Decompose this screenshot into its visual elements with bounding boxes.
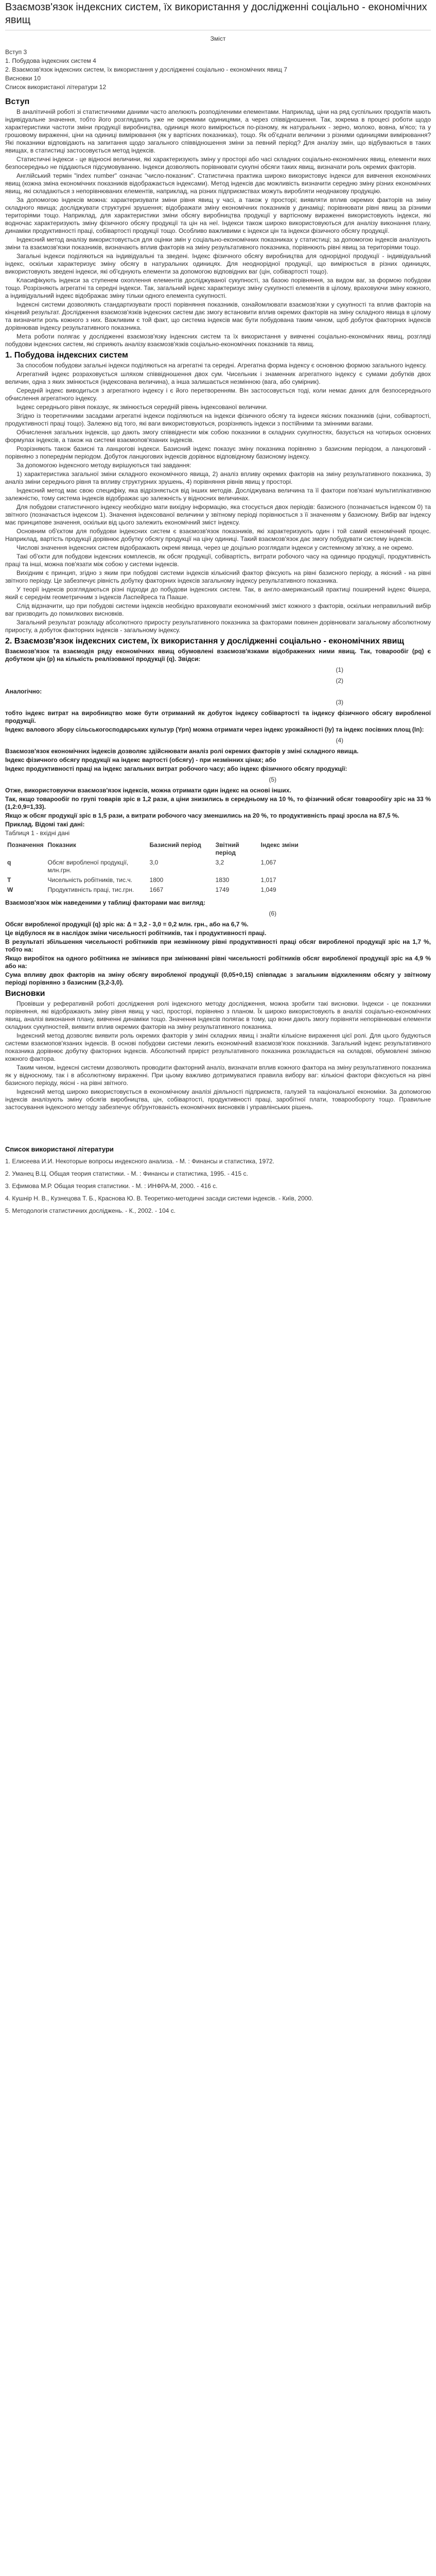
document-page: [0, 0, 436, 1215]
table-cell: 3,2: [215, 859, 224, 866]
paragraph: Взаємозв'язок між наведеними у таблиці факторами має вигляд:: [5, 899, 206, 906]
table-caption: Таблиця 1 - вхідні дані: [5, 829, 70, 837]
references-heading: Список використаної літератури: [5, 1145, 114, 1153]
table-of-contents: [5, 48, 431, 92]
paragraph: Індексний метод дозволяє виявити роль окремих факторів у зміні складних явищ і знайти кількісне вираження цієї ролі. Для цього будуються системи взаємопов'язаних індексів. В основі побудови системи лежить економічний взаємозв'язок показників. Загальний індекс результативного показника дорівнює добутку факторних індексів. Абсолютний приріст результативного показника розкладається на складові, обумовлені зміною кожного фактора.: [5, 1032, 431, 1062]
paragraph: Середній індекс виводиться з агрегатного індексу і є його перетворенням. Він застосовується тоді, коли немає даних для безпосереднього обчислення агрегатного індексу.: [5, 387, 431, 402]
paragraph: Індекс середнього рівня показує, як змінюється середній рівень індексованої величини.: [16, 403, 268, 411]
section2-heading: 2. Взаємозв'язок індексних систем, їх використання у дослідженні соціально - економічних явищ: [5, 637, 404, 646]
intro-body: [5, 108, 431, 348]
formula-number: (2): [336, 677, 343, 684]
paragraph: За допомогою індексів можна: характеризувати зміни рівня явищ у часі, а також у просторі; виявляти вплив окремих факторів на зміну складного явища; досліджувати структурні зрушення; відображати зміну економічних показників у динаміці; порівнювати рівні явищ за різними територіями тощо. Наприклад, для характеристики зміни обсягу виробництва продукції у вартісному вираженні використовують індекси, які водночас характеризують зміну фізичного обсягу продукції та цін на неї. Індекси також широко використовуються для аналізу виконання плану, динаміки продуктивності праці, собівартості продукції тощо. Особливо важливими є індекси цін та індекси фізичного обсягу продукції.: [5, 196, 431, 234]
paragraph: Обсяг виробленої продукції (q) зріс на: Δ = 3,2 - 3,0 = 0,2 млн. грн., або на 6,7 %.: [5, 921, 249, 928]
table-row: [5, 875, 309, 885]
table-header-cell: Показник: [47, 841, 76, 849]
paragraph: Агрегатний індекс розраховується шляхом співвідношення двох сум. Чисельник і знаменник агрегатного індексу є сумами добутків двох величин, одна з яких змінюється (індексована величина), а інша залишається незмінною (вага, або сумірник).: [5, 370, 431, 385]
table-cell: q: [7, 859, 11, 866]
reference-item: 1. Елисеева И.И. Некоторые вопросы индексного анализа. - М. : Финансы и статистика, 1972.: [5, 1158, 274, 1165]
paragraph: Індексний метод аналізу використовується для оцінки змін у соціально-економічних показниках у статистиці; за допомогою індексів аналізують зміни та взаємозв'язки показників, визначають вплив факторів на зміну результативного показника, порівнюють рівні явищ за територіями тощо.: [5, 236, 431, 251]
paragraph: Отже, використовуючи взаємозв'язок індексів, можна отримати один індекс на основі інших.: [5, 787, 291, 794]
table-header-cell: Позначення: [7, 841, 44, 849]
document-title: Взаємозв'язок індексних систем, їх використання у дослідженні соціально - економічних явищ: [5, 2, 427, 26]
toc-item: 1. Побудова індексних систем 4: [5, 57, 96, 64]
paragraph: За способом побудови загальні індекси поділяються на агрегатні та середні. Агрегатна форма індексу є основною формою загального індексу.: [16, 362, 427, 369]
paragraph: Провівши у реферативній роботі дослідження ролі індексного методу дослідження, можна зробити такі висновки. Індекси - це показники порівняння, які відображають зміну рівня явищ у часі, просторі, порівняно з планом. Їх широко використовують в аналізі соціально-економічних явищ, аналізі виконання плану, вивченні динаміки тощо. Значення індексів полягає в тому, що вони дають змогу порівняти непорівнювані елементи складних сукупностей, виявити вплив окремих факторів на зміну результативного показника.: [5, 1000, 431, 1030]
paragraph: 1) характеристика загальної зміни складного економічного явища, 2) аналіз впливу окремих факторів на зміну результативного показника, 3) аналіз зміни середнього рівня та впливу структурних зрушень, 4) порівняння рівнів явищ у просторі.: [5, 470, 431, 485]
section2-body: [5, 648, 431, 987]
paragraph: Так, якщо товарообіг по групі товарів зріс в 1,2 рази, а ціни знизились в середньому на 10 %, то фізичний обсяг товарообігу зріс на 33 % (1,2:0,9=1,33).: [5, 795, 431, 810]
paragraph: Згідно із теоретичними засадами агрегатні індекси поділяються на індекси фізичного обсягу та індекси якісних показників (ціни, собівартості, продуктивності праці тощо). Залежно від того, які ваги використовуються, розрізняють індекси з постійними та змінними вагами.: [5, 412, 431, 427]
paragraph: тобто індекс витрат на виробництво може бути отриманий як добуток індексу собівартості та індексу фізичного обсягу виробленої продукції.: [5, 709, 431, 724]
paragraph: Слід відзначити, що при побудові системи індексів необхідно враховувати економічний зміст кожного з факторів, оскільки неправильний вибір ваг призводить до помилкових висновків.: [5, 602, 431, 617]
table-cell: 1,067: [260, 859, 276, 866]
toc-item: Висновки 10: [5, 75, 41, 82]
paragraph: Сума впливу двох факторів на зміну обсягу виробленої продукції (0,05+0,15) співпадає з загальним відхиленням обсягу у звітному періоді порівняно з базисним (3,2-3,0).: [5, 971, 431, 986]
paragraph: Вихідним є принцип, згідно з яким при побудові системи індексів кількісний фактор фіксують на рівні базисного періоду, а якісний - на рівні звітного періоду. Це забезпечує рівність добутку факторних індексів загальному індексу результативного показника.: [5, 569, 431, 584]
paragraph: Мета роботи полягає у дослідженні взаємозв'язку індексних систем та їх використання у вивченні соціально-економічних явищ, розгляді побудови індексних систем, які сприяють аналізу взаємозв'язків соціально-економічних показників та явищ.: [5, 333, 431, 348]
table-header-row: [5, 840, 309, 858]
example-label: Приклад. Відомі такі дані:: [5, 821, 85, 828]
reference-item: 3. Ефимова М.Р. Общая теория статистики. - М. : ИНФРА-М, 2000. - 416 с.: [5, 1182, 218, 1190]
section1-heading: 1. Побудова індексних систем: [5, 351, 128, 360]
toc-item: 2. Взаємозв'язок індексних систем, їх використання у дослідженні соціально - економічних явищ 7: [5, 66, 287, 73]
paragraph: В аналітичній роботі зі статистичними даними часто апелюють розподіленими елементами. Наприклад, ціни на ряд суспільних продуктів мають індивідуальне значення, тобто його розглядають уже не окремими одиницями, а через співвідношення. Так, зокрема в процесі роботи щодо характеристики частоти зміни продукції виробництва, одиниця якого вимірюється по-різному, як натуральних - зерно, молоко, вовна, м'ясо; та у грошовому вираженні, ціни на одиниці вимірювання (як у вартісних показниках), тощо. Як об'єднати величини з різними одиницями вимірювання? Які показники відповідають на запитання щодо загального співвідношення зміни за певний період? Для аналізу змін, що відбуваються в таких явищах, в статистиці застосовується метод індексів.: [5, 108, 431, 154]
paragraph: Англійський термін "index number" означає "число-показник". Статистична практика широко використовує індекси для вивчення економічних явищ (кожна зміна економічних показників відображається індексами). Метод індексів дає можливість визначити середню зміну різних економічних явищ, які складаються з непорівнюваних елементів, наприклад, на різних підприємствах можуть виробляти неоднакову продукцію.: [5, 172, 431, 195]
table-cell: Обсяг виробленої продукції, млн.грн.: [47, 859, 129, 874]
paragraph: Класифікують індекси за ступенем охоплення елементів досліджуваної сукупності, за базою порівняння, за видом ваг, за формою побудови тощо. Розрізняють агрегатні та середні індекси. Так, загальний індекс характеризує зміну сукупності елементів в цілому, враховуючи зміну кожного, а індивідуальний індекс відображає зміну тільки одного елемента сукупності.: [5, 277, 431, 299]
paragraph: Взаємозв'язок та взаємодія ряду економічних явищ обумовлені взаємозв'язками відображених ними явищ. Так, товарообіг (pq) є добутком цін (p) на кількість реалізованої продукції (q). Звідси:: [5, 648, 431, 663]
paragraph: Таким чином, індексні системи дозволяють проводити факторний аналіз, визначати вплив кожного фактора на зміну результативного показника як у відносному, так і в абсолютному вираженні. При цьому важливо дотримуватися правила вибору ваг: кількісні фактори фіксуються на рівні базисного періоду, якісні - на рівні звітного.: [5, 1064, 431, 1087]
analog-label: Аналогічно:: [5, 688, 42, 695]
conclusions-body: [5, 1000, 431, 1111]
table-header-cell: Звітний період: [215, 841, 239, 856]
paragraph: Індексні системи дозволяють стандартизувати прості порівняння показників, ознайомлювати взаємозв'язки у сукупності та вплив факторів на кінцевий результат. Дослідження взаємозв'язків індексних систем дає змогу встановити вплив окремих факторів на зміну складного явища в цілому та визначити роль кожного з них. Важливим є той факт, що система індексів має бути побудована таким чином, щоб добуток факторних індексів дорівнював індексу результативного показника.: [5, 301, 431, 331]
table-cell: 1830: [215, 876, 230, 884]
paragraph: Для побудови статистичного індексу необхідно мати вихідну інформацію, яка стосується двох періодів: базисного (позначається індексом 0) та звітного (позначається індексом 1). Значення індексованої величини у звітному періоді порівнюється з її значенням у базисному. Вибір ваг індексу має принципове значення, оскільки від цього залежить економічний зміст індексу.: [5, 503, 431, 526]
table-header-cell: Індекс зміни: [260, 841, 299, 849]
reference-item: 2. Уманец В.Ц. Общая теория статистики. - М. : Финансы и статистика, 1995. - 415 с.: [5, 1170, 248, 1177]
paragraph: За допомогою індексного методу вирішуються такі завдання:: [16, 462, 191, 469]
conclusions-heading: Висновки: [5, 989, 45, 998]
toc-item: Список використаної літератури 12: [5, 83, 107, 91]
paragraph: Індексний метод має свою специфіку, яка відрізняється від інших методів. Досліджувана величина та її фактори пов'язані мультиплікативною залежністю, тому система індексів відображає цю залежність у відносних величинах.: [5, 487, 431, 502]
toc-item: Вступ 3: [5, 48, 27, 56]
paragraph: Індекс фізичного обсягу продукції на індекс вартості (обсягу) - при незмінних цінах; або: [5, 756, 276, 764]
toc-label: Зміст: [210, 35, 226, 42]
table-cell: W: [7, 886, 13, 893]
table-row: [5, 858, 309, 875]
paragraph: В результаті збільшення чисельності робітників при незмінному рівні продуктивності праці обсяг виробленої продукції зріс на 1,7 %, тобто на:: [5, 938, 431, 953]
paragraph: Такі об'єкти для побудови індексних комплексів, як обсяг продукції, собівартість, витрати робочого часу на одиницю продукції, продуктивність праці та інші, можна пов'язати між собою у системи індексів.: [5, 553, 431, 568]
formula-number: (5): [269, 776, 276, 783]
table-row: [5, 885, 309, 895]
paragraph: Числові значення індексних систем відображають окремі явища, через це доцільно розглядати індекси у системному зв'язку, а не окремо.: [16, 544, 414, 551]
paragraph: У теорії індексів розглядаються різні підходи до побудови індексних систем. Так, в англо-американській практиці поширений індекс Фішера, який є середнім геометричним з індексів Ласпейреса та Пааше.: [5, 586, 431, 601]
formula-number: (6): [269, 910, 276, 917]
table-cell: 1800: [149, 876, 164, 884]
table-cell: Продуктивність праці, тис.грн.: [47, 886, 134, 893]
paragraph: Обчислення загальних індексів, що дають змогу співвіднести між собою показники в складних сукупностях, базується на чотирьох основних формулах індексів, а також на системі взаємопов'язаних індексів.: [5, 429, 431, 444]
references-list: [5, 1157, 431, 1215]
table-cell: 1667: [149, 886, 164, 893]
paragraph: Це відбулося як в наслідок зміни чисельності робітників, так і продуктивності праці.: [5, 929, 267, 937]
paragraph: Індекс валового збору сільськогосподарських культур (Ypn) можна отримати через індекс урожайності (Iy) та індекс посівних площ (In):: [5, 726, 424, 733]
data-table: [5, 840, 309, 895]
paragraph: Загальні індекси поділяються на індивідуальні та зведені. Індекс фізичного обсягу виробництва для однорідної продукції - індивідуальний індекс, оскільки характеризує зміну обсягу в натуральних одиницях. Для неоднорідної продукції, що вимірюється в різних одиницях, використовують зведені індекси, які об'єднують елементи за допомогою відповідних ваг (цін, собівартості тощо).: [5, 252, 431, 275]
formula-number: (1): [336, 666, 343, 673]
table-header-cell: Базисний період: [149, 841, 201, 849]
table-cell: 1749: [215, 886, 230, 893]
paragraph: Статистичні індекси - це відносні величини, які характеризують зміну у просторі або часі складних соціально-економічних явищ, елементи яких безпосередньо не піддаються підсумовуванню. Індекси дозволяють порівнювати сукупні обсяги таких явищ, визначати роль окремих факторів.: [5, 156, 431, 171]
section1-body: [5, 362, 431, 634]
paragraph: Якщо ж обсяг продукції зріс в 1,5 рази, а витрати робочого часу зменшились на 20 %, то продуктивність праці зросла на 87,5 %.: [5, 812, 399, 819]
paragraph: Розрізняють також базисні та ланцюгові індекси. Базисний індекс показує зміну показника порівняно з базисним періодом, а ланцюговий - порівняно з попереднім періодом. Добуток ланцюгових індексів дорівнює відповідному базисному індексу.: [5, 445, 431, 460]
table-cell: 1,049: [260, 886, 276, 893]
paragraph: Основним об'єктом для побудови індексних систем є взаємозв'язок показників, які характеризують один і той самий економічний процес. Наприклад, вартість продукції дорівнює добутку обсягу продукції на ціну одиниці. Такий взаємозв'язок дає змогу побудувати систему індексів.: [5, 528, 431, 543]
paragraph: Якщо виробіток на одного робітника не змінився при змінюванні рівні чисельності робітників обсяг виробленої продукції зріс на 4,9 % або на:: [5, 955, 431, 970]
table-cell: 1,017: [260, 876, 276, 884]
paragraph: Загальний результат розкладу абсолютного приросту результативного показника за факторами повинен дорівнювати загальному абсолютному приросту, а добуток факторних індексів - загальному індексу.: [5, 619, 431, 634]
reference-item: 5. Методологія статистичних досліджень. - К., 2002. - 104 с.: [5, 1207, 176, 1214]
paragraph: Індекс продуктивності праці на індекс загальних витрат робочого часу; або індекс фізичного обсягу продукції:: [5, 765, 347, 772]
reference-item: 4. Кушнір Н. В., Кузнецова Т. Б., Краснова Ю. В. Теоретико-методичні засади системи індексів. - Київ, 2000.: [5, 1195, 313, 1202]
table-cell: Чисельність робітників, тис.ч.: [47, 876, 132, 884]
table-cell: T: [7, 876, 11, 884]
formula-number: (3): [336, 699, 343, 706]
table-cell: 3,0: [149, 859, 159, 866]
paragraph: Взаємозв'язок економічних індексів дозволяє здійснювати аналіз ролі окремих факторів у зміні складного явища.: [5, 748, 359, 755]
intro-heading: Вступ: [5, 97, 30, 106]
formula-number: (4): [336, 737, 343, 744]
paragraph: Індексний метод широко використовується в економічному аналізі діяльності підприємств, галузей та національної економіки. За допомогою індексів аналізують зміну обсягів виробництва, цін, собівартості, продуктивності праці, заробітної плати, товарообороту тощо. Правильне застосування індексного методу забезпечує обґрунтованість економічних висновків і управлінських рішень.: [5, 1088, 431, 1111]
